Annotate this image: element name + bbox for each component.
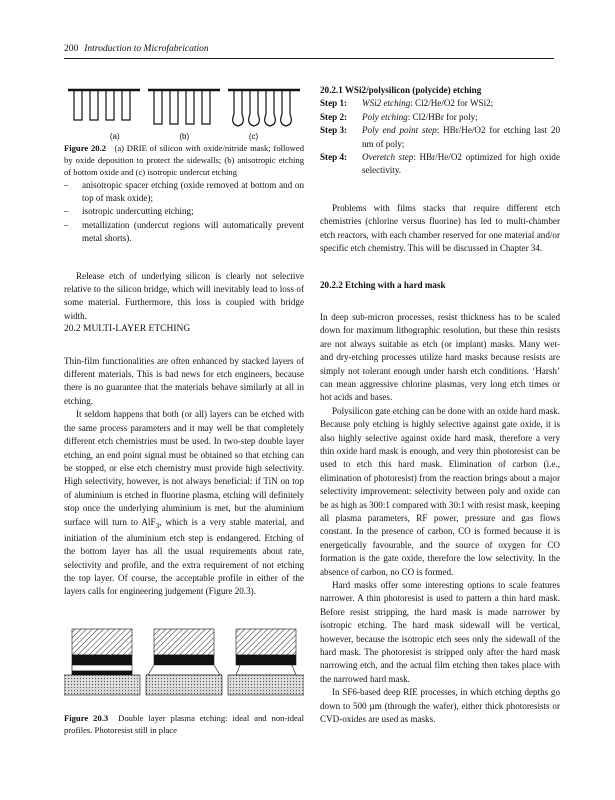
list-item: [320, 97, 560, 110]
step-name: Poly etching: [362, 111, 408, 122]
drie-trench-diagram: [64, 82, 304, 132]
list-item: – metallization (undercut regions will automatically prevent metal shorts).: [64, 219, 304, 246]
figure-20-2-caption: [64, 142, 304, 179]
paragraph-hard-masks: Hard masks offer some interesting options to scale features narrower. A thin photoresist is used to pattern a thin hard mask. Before resist stripping, the hard mask is made narrower by isotropic etching. The hard mask sidewall will be vertical, however, because the isotropic etch sees only the sidewall of the hard mask. The photoresist is stripped only after the hard mask narrowing etch, and the actual film etching then takes place with the narrowed hard mask.: [320, 580, 560, 684]
panel-label-c: (c): [248, 132, 259, 141]
section-heading: 20.2 MULTI-LAYER ETCHING: [64, 324, 191, 335]
caption-part-c: (c) isotropic undercut etching: [135, 167, 238, 178]
list-item: [320, 124, 560, 151]
paragraph-thinfilm: Thin-film functionalities are often enhanced by stacked layers of different materials. This is bad news for etch engineers, because there is no guarantee that the materials behave similarly at all in etching.: [64, 355, 304, 406]
figure-20-2-panel-labels: [64, 130, 304, 143]
paragraph-problems: Problems with films stacks that require different etch chemistries (chlorine versus fluorine) has led to multi-chamber etch reactors, with each chamber reserved for one material and/or specific etch chemistry. This will be discussed in Chapter 34.: [320, 202, 560, 254]
seldom-text-b: , which is a very stable material, and initiation of the aluminium etch step is endangered. Etching of the bottom layer has all the usual requirements about rate, selectivity and profile, and the extra requirement of not etching the top layer. Of course, the acceptable profile in either of the layers calls for engineering judgement (Figure 20.3).: [64, 516, 304, 597]
paragraph-polysilicon-gate: Polysilicon gate etching can be done with an oxide hard mask. Because poly etching is highly selective against gate oxide, it is also highly selective against oxide hard mask, therefore a very thin oxide hard mask is enough, and very thin photoresist can be used to etch this hard mask. Elimination of carbon (i.e., elimination of photoresist) from the reaction brings about a major selectivity improvement: selectivity between poly and oxide can be as high as 300:1 compared with 30:1 with resist mask, keeping all plasma parameters, RF power, pressure and gas flows constant. In the presence of carbon, CO is formed because it is energetically favourable, and the source of oxygen for CO formation is the gate oxide, therefore the low selectivity. In the absence of carbon, no CO is formed.: [320, 405, 560, 577]
figure-20-3-illustration: [64, 623, 304, 703]
profile-nonideal-step: [146, 629, 222, 695]
step-text: : HBr/He/O2 optimized for high oxide selectivity.: [362, 152, 560, 176]
step-label: Step 4:: [320, 152, 348, 163]
paragraph-sf6: In SF6-based deep RIE processes, in which etching depths go down to 500 µm (through the wafer), either thick photoresists or CVD-oxides are used as masks.: [320, 687, 560, 725]
list-item: [320, 111, 560, 124]
page-number: 200: [64, 44, 79, 54]
figure-20-2-label: Figure 20.2: [64, 143, 107, 153]
caption-part-a: (a) DRIE of silicon with oxide/nitride mask; followed by oxide deposition to protect the sidewalls;: [64, 143, 305, 166]
step-label: Step 1:: [320, 98, 348, 109]
figure-20-3-label: Figure 20.3: [64, 712, 109, 723]
step-text: : Cl2/He/O2 for WSi2;: [410, 98, 494, 109]
figure-20-3-text: Double layer plasma etching: ideal and non-ideal profiles. Photoresist still in place: [64, 712, 305, 735]
panel-label-b: (b): [179, 132, 190, 141]
list-item: [320, 151, 560, 178]
step-name: WSi2 etching: [362, 98, 411, 109]
step-text: : Cl2/HBr for poly;: [407, 111, 478, 122]
page-header: [64, 44, 554, 59]
step-text: : HBr/He/O2 for etching last 20 nm of poly;: [362, 125, 560, 149]
seldom-subscript: 3: [155, 520, 160, 530]
step-label: Step 2:: [320, 111, 348, 122]
list-item: – isotropic undercutting etching;: [64, 205, 304, 218]
step-name: Poly end point step: [362, 125, 437, 136]
running-title: Introduction to Microfabrication: [84, 44, 209, 54]
process-step-list: [64, 179, 304, 246]
paragraph-seldom: [64, 408, 304, 599]
subsection-heading-polycide: 20.2.1 WSi2/polysilicon (polycide) etching: [320, 85, 482, 95]
step-label: Step 3:: [320, 125, 348, 136]
profile-ideal: [64, 629, 140, 695]
caption-part-b: (b) anisotropic etching of bottom oxide and: [64, 155, 304, 178]
polycide-etch-steps: [320, 97, 560, 177]
step-name: Overetch step: [362, 152, 414, 163]
profile-nonideal-undercut: [228, 629, 304, 695]
left-column: [64, 82, 304, 736]
panel-label-a: (a): [109, 132, 120, 141]
double-layer-etch-diagram: [64, 623, 304, 699]
list-item: – anisotropic spacer etching (oxide removed at bottom and on top of mask oxide);: [64, 179, 304, 206]
paragraph-deep-submicron: In deep sub-micron processes, resist thickness has to be scaled down for maximum lithographic resolution, but these thin resists are not always suitable as etch (or implant) masks. Many wet- and dry-etching processes utilize hard masks because resists are simply not tolerant enough under harsh etch conditions. ‘Harsh’ can mean aggressive chlorine plasmas, very long etch times or hot acids and bases.: [320, 311, 560, 403]
paragraph-release: Release etch of underlying silicon is clearly not selective relative to the silicon bridge, which will inevitably lead to loss of some material. Furthermore, this loss is coupled with bridge width.: [64, 270, 304, 321]
seldom-text-a: It seldom happens that both (or all) layers can be etched with the same process parameters and it may well be that completely different etch chemistries must be used. In two-step double layer etching, an end point signal must be obtained so that etching can be stopped, or else etch chemistry must provide high selectivity. High selectivity, however, is not always beneficial: if TiN on top of aluminium is etched in fluorine plasma, etching will definitely stop once the underlying aluminium is met, but the aluminium surface will turn to AlF: [64, 409, 304, 527]
right-column: [320, 84, 560, 726]
subsection-heading-hard-mask: 20.2.2 Etching with a hard mask: [320, 280, 446, 291]
figure-20-3-caption: [64, 712, 304, 736]
figure-20-2-illustration: [64, 82, 304, 142]
